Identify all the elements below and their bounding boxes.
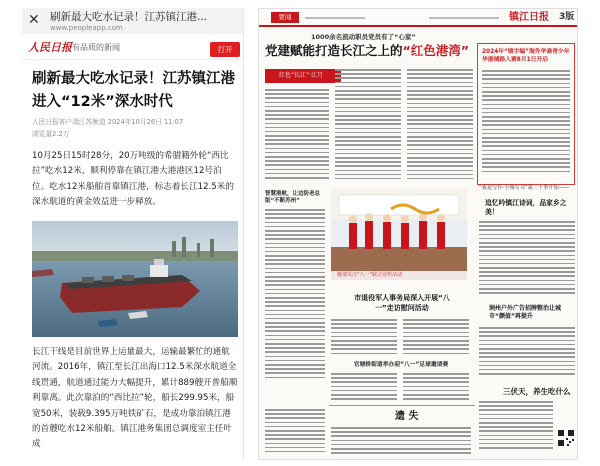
open-app-button[interactable]: 打开: [210, 42, 240, 57]
article-paragraph-2: 长江干线是目前世界上运量最大，运输最繁忙的通航河流。2016年，镇江至长江出海口12.5米深水航道全线贯通，航道通过能力大幅提升，累计889艘开普船顺利靠离。此次靠泊的“西比拉”轮，船长299.95米，船宽50米，装载9.395万吨铁矿石，是成功靠泊镇江港的首艘吃水12米船舶。镇江港务集团总调度室主任叶成: [32, 347, 238, 450]
newspaper-header: [259, 9, 578, 27]
side-article-title: 智慧港航，让边防老总版“不断苏州”: [265, 191, 321, 204]
port-ship-photo: [32, 221, 238, 337]
text-column: [403, 319, 469, 357]
headline-kicker: 1000余名流动职员党员有了“心家”: [311, 33, 416, 41]
app-slogan: 有品质的新闻: [72, 43, 120, 52]
red-boxed-article: [477, 43, 575, 185]
right-article-kicker: “我是写作·全城写书”第二十季开始——: [479, 185, 570, 191]
event-photo: [331, 189, 467, 271]
text-column: [265, 409, 325, 455]
browser-page-title: 刷新最大吃水记录！江苏镇江港...: [50, 11, 208, 23]
newspaper-masthead: 镇江日报: [509, 12, 549, 23]
article-byline: 人民日报客户端江苏频道 2024年10月26日 11:07: [32, 118, 184, 126]
main-headline: [265, 43, 469, 58]
article-view-count: 浏览量2.2万: [32, 130, 70, 138]
peoples-daily-logo: 人民日报: [28, 41, 72, 54]
article-headline: 刷新最大吃水记录！江苏镇江港进入“12米”深水时代: [32, 71, 235, 110]
photo-caption-bar: [331, 271, 467, 280]
text-column: [479, 221, 575, 296]
close-icon[interactable]: ✕: [28, 12, 40, 28]
text-column: [479, 401, 553, 451]
text-column: [331, 319, 397, 357]
phone-article-view: [22, 8, 244, 460]
red-banner: [265, 69, 341, 83]
photo-caption: 敬请关注“八一”联合宣传活动: [337, 272, 403, 278]
sub-article-title: 市退役军人事务局深入开展“八一”走访慰问活动: [354, 294, 450, 312]
header-rule: [305, 17, 365, 19]
banner-text: 红色“长江”·江月: [279, 72, 324, 79]
right-article-title: 追忆吟镇江诗词，品家乡之美！: [485, 199, 567, 216]
browser-top-bar: [22, 8, 244, 34]
text-column: [335, 69, 401, 182]
text-column: [331, 427, 471, 456]
text-column: [407, 69, 473, 182]
text-column: [265, 209, 325, 381]
header-rule: [429, 17, 499, 19]
text-column: [479, 327, 575, 377]
text-column: [482, 70, 570, 175]
right-article-title-2: 润州户外广告招牌整治让城市“颜值”再提升: [489, 305, 562, 320]
newspaper-page: [258, 8, 578, 460]
article-paragraph-1: 10月25日15时28分，20万吨级的希腊籍外轮“西比拉”吃水12米，顺利停靠在镇江港大港港区12号泊位。吃水12米船舶首靠镇江港，标志着长江12.5米的深水航道的黄金效益进一步释放。: [32, 151, 234, 208]
text-column: [331, 373, 397, 402]
red-box-title: 2024年“镇字编”海外华裔青少年华港铺路入赛8月1日开启: [482, 49, 570, 63]
app-promo-bar: [22, 38, 244, 60]
lost-notice-title: 遗 失: [395, 411, 419, 422]
main-headline-quote: “红色港湾”: [402, 43, 469, 58]
bottom-right-title: 三伏天，养生吃什么: [503, 387, 571, 396]
qr-code-icon: [557, 429, 575, 447]
page-number: 3版: [559, 12, 575, 22]
text-column: [403, 373, 469, 402]
section-tag: 要闻: [271, 12, 299, 23]
sub-article-title-3: 官塘桥街道举办迎“八一”足球邀请赛: [353, 362, 449, 368]
main-headline-text: 党建赋能打造长江之上的: [265, 43, 403, 58]
text-column: [265, 89, 329, 181]
section-divider: [329, 405, 475, 406]
browser-url: www.peopleapp.com: [50, 24, 123, 32]
